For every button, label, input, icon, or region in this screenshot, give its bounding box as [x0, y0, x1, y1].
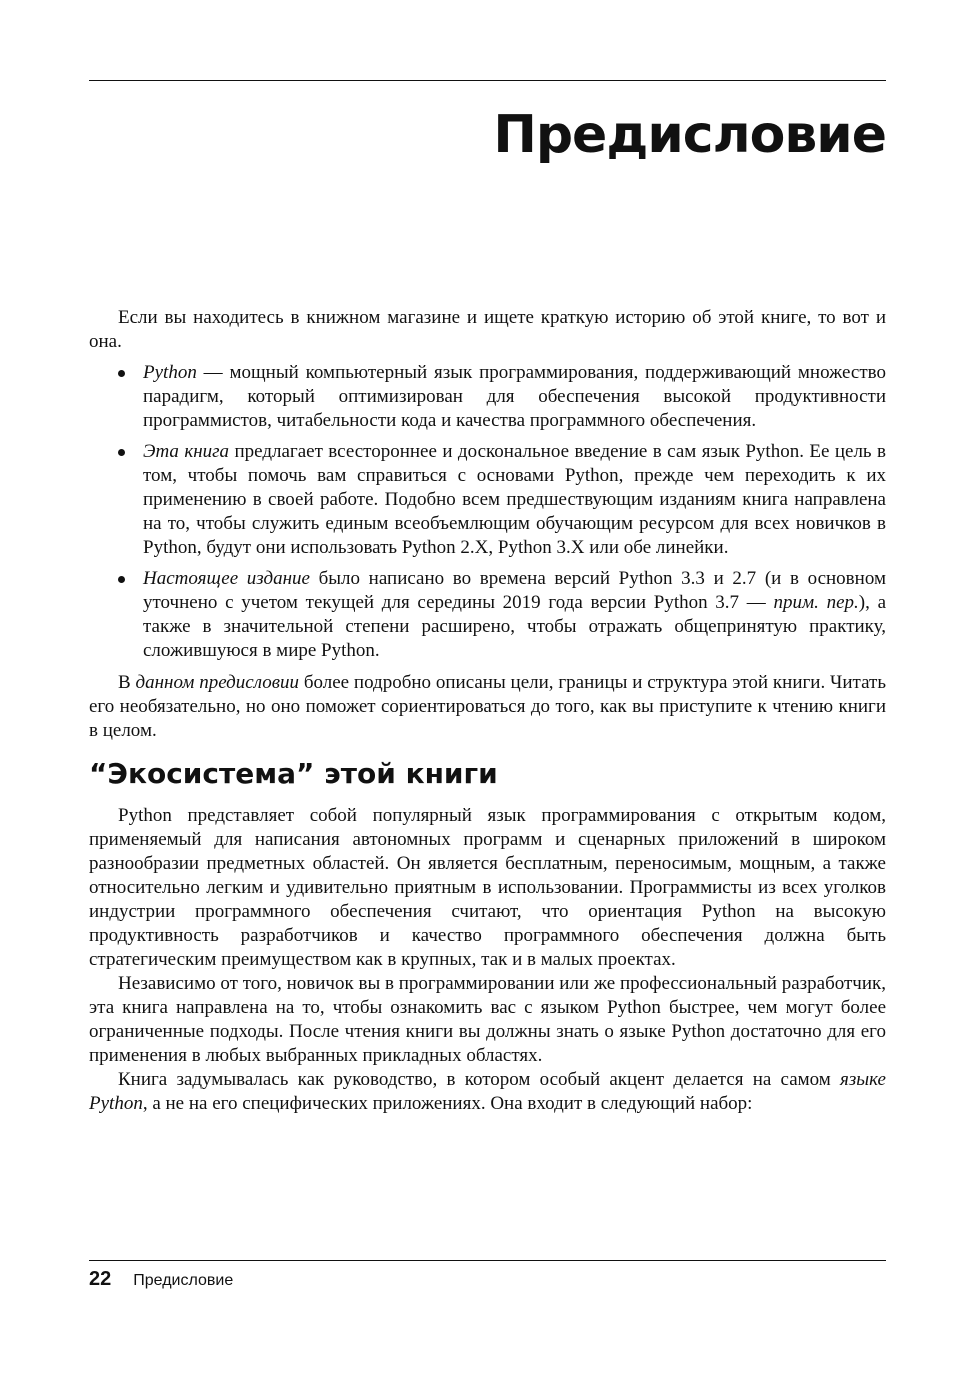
page-body [89, 306, 886, 1116]
summary-list [89, 361, 886, 663]
bottom-rule [89, 1260, 886, 1261]
intro-paragraph: Если вы находитесь в книжном магазине и ищете краткую историю об этой книге, то вот и она. [89, 307, 886, 352]
section-title: “Экосистема” этой книги [89, 757, 498, 790]
page-footer [89, 1268, 233, 1291]
list-item-text: было написано во времена версий Python 3.3 и 2.7 (и в основном уточнено с учетом текущей для середины 2019 года версии Python 3.7 — [143, 568, 886, 613]
running-head: Предисловие [133, 1272, 234, 1289]
list-item [89, 361, 886, 433]
list-item-lead: Настоящее издание [143, 568, 310, 589]
section-paragraph: Независимо от того, новичок вы в программировании или же профессиональный разработчик, эта книга направлена на то, чтобы ознакомить вас с языком Python быстрее, чем могут более ограниченные подходы. После чтения книги вы должны знать о языке Python достаточно для его применения в любых выбранных прикладных областях. [89, 973, 886, 1066]
list-item-text: предлагает всестороннее и доскональное введение в сам язык Python. Ее цель в том, чтобы помочь вам справиться с основами Python, прежде чем переходить к их применению в своей работе. Подобно всем предшествующим изданиям книга направлена на то, чтобы служить единым всеобъемлющим обучающим ресурсом для всех новичков в Python, будут они использовать Python 2.X, Python 3.X или обе линейки. [143, 441, 886, 558]
list-item-lead: Python [143, 362, 197, 383]
top-rule [89, 80, 886, 81]
outro-paragraph [89, 671, 886, 743]
bullet-icon [118, 449, 125, 456]
outro-emphasis: данном предисловии [135, 672, 299, 693]
last-paragraph-emphasis: языке Python [89, 1069, 886, 1114]
section-paragraph: Python представляет собой популярный язык программирования с открытым кодом, применяемый для написания автономных программ и сценарных приложений в широком разнообразии предметных областей. Он является бесплатным, переносимым, мощным, а также относительно легким и удивительно приятным в использовании. Программисты из всех уголков индустрии программного обеспечения считают, что ориентация Python на высокую продуктивность разработчиков и качество программного обеспечения должна быть стратегическим преимуществом как в крупных, так и в малых проектах. [89, 805, 886, 970]
last-paragraph-rest: , а не на его специфических приложениях. Она входит в следующий набор: [142, 1093, 753, 1114]
chapter-title: Предисловие [493, 105, 886, 165]
last-paragraph [89, 1068, 886, 1116]
bullet-icon [118, 370, 125, 377]
list-item-tail: ), а также в значительной степени расширено, чтобы отражать общепринятую практику, сложившуюся в мире Python. [143, 592, 887, 661]
outro-rest: более подробно описаны цели, границы и структура этой книги. Читать его необязательно, но оно поможет сориентироваться до того, как вы приступите к чтению книги в целом. [89, 672, 886, 741]
list-item-lead: Эта книга [143, 441, 230, 462]
list-item [89, 440, 886, 560]
outro-start: В [118, 672, 136, 693]
list-item-text: — мощный компьютерный язык программирования, поддерживающий множество парадигм, который оптимизирован для обеспечения высокой продуктивности программистов, читабельности кода и качества программного обеспечения. [143, 362, 886, 431]
page-number: 22 [89, 1268, 112, 1290]
bullet-icon [118, 576, 125, 583]
last-paragraph-start: Книга задумывалась как руководство, в котором особый акцент делается на самом [118, 1069, 841, 1090]
list-item [89, 567, 886, 663]
translator-note: прим. пер. [773, 592, 859, 613]
